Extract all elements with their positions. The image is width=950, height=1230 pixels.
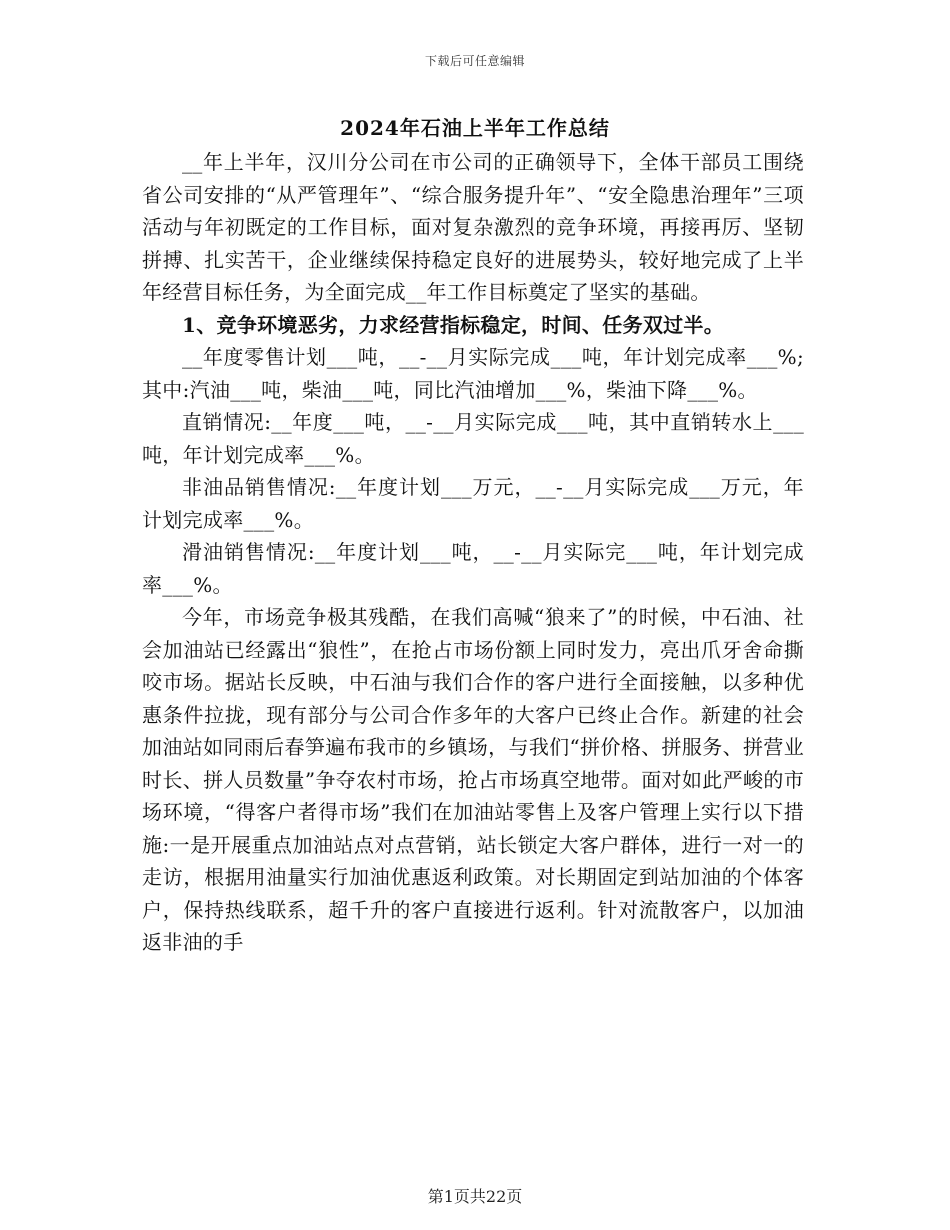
document-body (142, 146, 804, 959)
paragraph-non-oil-sales: 非油品销售情况:__年度计划___万元，__-__月实际完成___万元，年计划完成率___%。 (142, 475, 804, 532)
header-note: 下载后可任意编辑 (424, 54, 525, 68)
paragraph-direct-sales: 直销情况:__年度___吨，__-__月实际完成___吨，其中直销转水上___吨，年计划完成率___%。 (142, 410, 804, 467)
paragraph-market-competition: 今年，市场竞争极其残酷，在我们高喊“狼来了”的时候，中石油、社会加油站已经露出“狼性”，在抢占市场份额上同时发力，亮出爪牙舍命撕咬市场。据站长反映，中石油与我们合作的客户进行全面接触，以多种优惠条件拉拢，现有部分与公司合作多年的大客户已终止合作。新建的社会加油站如同雨后春笋遍布我市的乡镇场，与我们“拼价格、拼服务、拼营业时长、拼人员数量”争夺农村市场，抢占市场真空地带。面对如此严峻的市场环境，“得客户者得市场”我们在加油站零售上及客户管理上实行以下措施:一是开展重点加油站点对点营销，站长锁定大客户群体，进行一对一的走访，根据用油量实行加油优惠返利政策。对长期固定到站加油的个体客户，保持热线联系，超千升的客户直接进行返利。针对流散客户，以加油返非油的手 (142, 605, 804, 954)
document-title: 2024年石油上半年工作总结 (340, 116, 610, 140)
paragraph-lubricant-sales: 滑油销售情况:__年度计划___吨，__-__月实际完___吨，年计划完成率___%。 (142, 540, 804, 597)
paragraph-retail-plan: __年度零售计划___吨，__-__月实际完成___吨，年计划完成率___%;其中:汽油___吨，柴油___吨，同比汽油增加___%，柴油下降___%。 (142, 345, 804, 402)
paragraph-intro: __年上半年，汉川分公司在市公司的正确领导下，全体干部员工围绕省公司安排的“从严管理年”、“综合服务提升年”、“安全隐患治理年”三项活动与年初既定的工作目标，面对复杂激烈的竞争环境，再接再厉、坚韧拼搏、扎实苦干，企业继续保持稳定良好的进展势头，较好地完成了上半年经营目标任务，为全面完成__年工作目标奠定了坚实的基础。 (142, 150, 804, 304)
section-heading-1: 1、竞争环境恶劣，力求经营指标稳定，时间、任务双过半。 (182, 312, 725, 337)
page-footer: 第1页共22页 (427, 1187, 523, 1206)
